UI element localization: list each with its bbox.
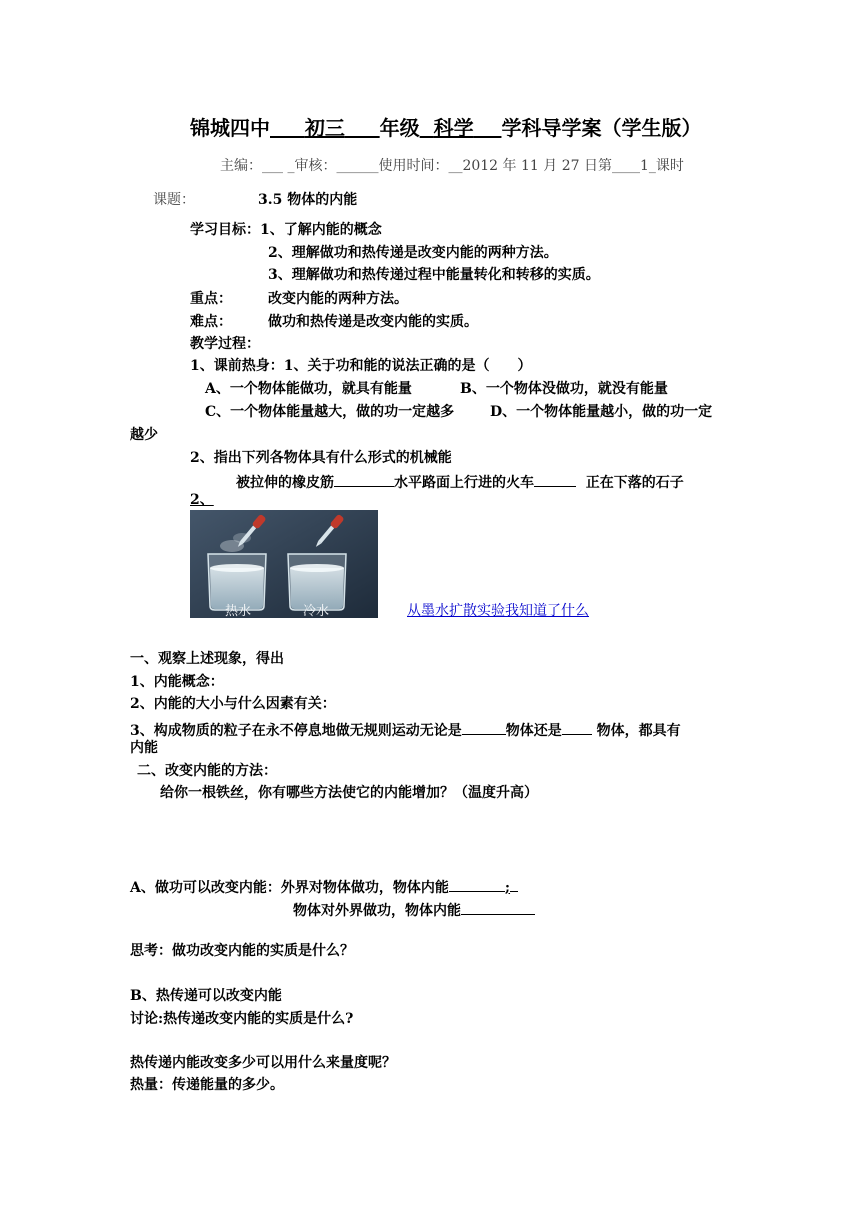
lesson-label: 课题：: [153, 192, 195, 208]
objective-1: 学习目标：1、了解内能的概念: [190, 222, 382, 238]
item3-blank-2[interactable]: [562, 720, 592, 735]
section2-heading: 二、改变内能的方法：: [137, 763, 277, 779]
item3-blank-1[interactable]: [462, 720, 506, 735]
measure-question: 热传递内能改变多少可以用什么来量度呢？: [130, 1055, 396, 1071]
grade-suffix: 年级: [379, 116, 420, 140]
think-question: 思考：做功改变内能的实质是什么？: [130, 943, 354, 959]
option-a: A、一个物体能做功，就具有能量: [205, 381, 412, 397]
heat-definition: 热量：传递能量的多少。: [130, 1077, 284, 1093]
grade-field: 初三: [304, 116, 345, 140]
option-c: C、一个物体能量越大，做的功一定越多: [205, 404, 455, 420]
work-line-1: A、做功可以改变内能：外界对物体做功，物体内能 ;: [130, 877, 518, 895]
subject-field: 科学: [433, 116, 474, 140]
school-name: 锦城四中: [190, 116, 270, 140]
warmup-question-1: 1、课前热身：1、关于功和能的说法正确的是（ ）: [190, 358, 532, 374]
objective-2: 2、理解做功和热传递是改变内能的两种方法。: [268, 245, 558, 261]
work-blank-2[interactable]: [461, 900, 535, 915]
stone-label: 正在下落的石子: [585, 475, 684, 491]
cold-water-beaker: [288, 554, 346, 610]
process-label: 教学过程：: [190, 336, 260, 352]
section2-prompt: 给你一根铁丝，你有哪些方法使它的内能增加？（温度升高）: [160, 785, 538, 801]
rubber-band-label: 被拉伸的橡皮筋: [236, 475, 334, 491]
rubber-band-blank[interactable]: [334, 472, 394, 487]
ink-experiment-link[interactable]: 从墨水扩散实验我知道了什么: [407, 603, 589, 619]
discuss-question: 讨论:热传递改变内能的实质是什么?: [130, 1011, 354, 1027]
work-blank-1[interactable]: [449, 877, 505, 892]
section1-item3: 3、构成物质的粒子在永不停息地做无规则运动无论是 物体还是 物体，都具有: [130, 720, 681, 738]
option-d-continued: 越少: [130, 427, 158, 443]
warmup-tail: 2、: [190, 492, 214, 508]
section1-item2: 2、内能的大小与什么因素有关：: [130, 696, 336, 712]
meta-line: 主编：___ _审核：______使用时间：__2012 年 11 月 27 日第____1_课时: [220, 158, 684, 174]
cold-water-label: 冷水: [303, 604, 330, 618]
section1-heading: 一、观察上述现象，得出: [130, 651, 284, 667]
heat-transfer-heading: B、热传递可以改变内能: [130, 988, 282, 1004]
difficulty-label: 难点：: [190, 314, 232, 330]
energy-forms-line: [236, 472, 684, 490]
section1-item3-continued: 内能: [130, 740, 158, 756]
option-d: D、一个物体能量越小，做的功一定: [490, 404, 713, 420]
ink-diffusion-image: [190, 510, 378, 618]
lesson-topic: 3.5 物体的内能: [258, 192, 358, 208]
train-label: 水平路面上行进的火车: [394, 475, 534, 491]
train-blank[interactable]: [534, 472, 576, 487]
hot-water-label: 热水: [225, 604, 252, 618]
section1-item1: 1、内能概念：: [130, 674, 224, 690]
difficulty-text: 做功和热传递是改变内能的实质。: [268, 314, 478, 330]
objective-3: 3、理解做功和热传递过程中能量转化和转移的实质。: [268, 267, 600, 283]
key-point-label: 重点：: [190, 291, 232, 307]
title-suffix: 学科导学案（学生版）: [501, 116, 702, 140]
warmup-question-2: 2、指出下列各物体具有什么形式的机械能: [190, 450, 452, 466]
option-b: B、一个物体没做功，就没有能量: [460, 381, 668, 397]
work-line-2: 物体对外界做功，物体内能: [293, 900, 535, 918]
page-title: [190, 118, 701, 138]
key-point-text: 改变内能的两种方法。: [268, 291, 408, 307]
